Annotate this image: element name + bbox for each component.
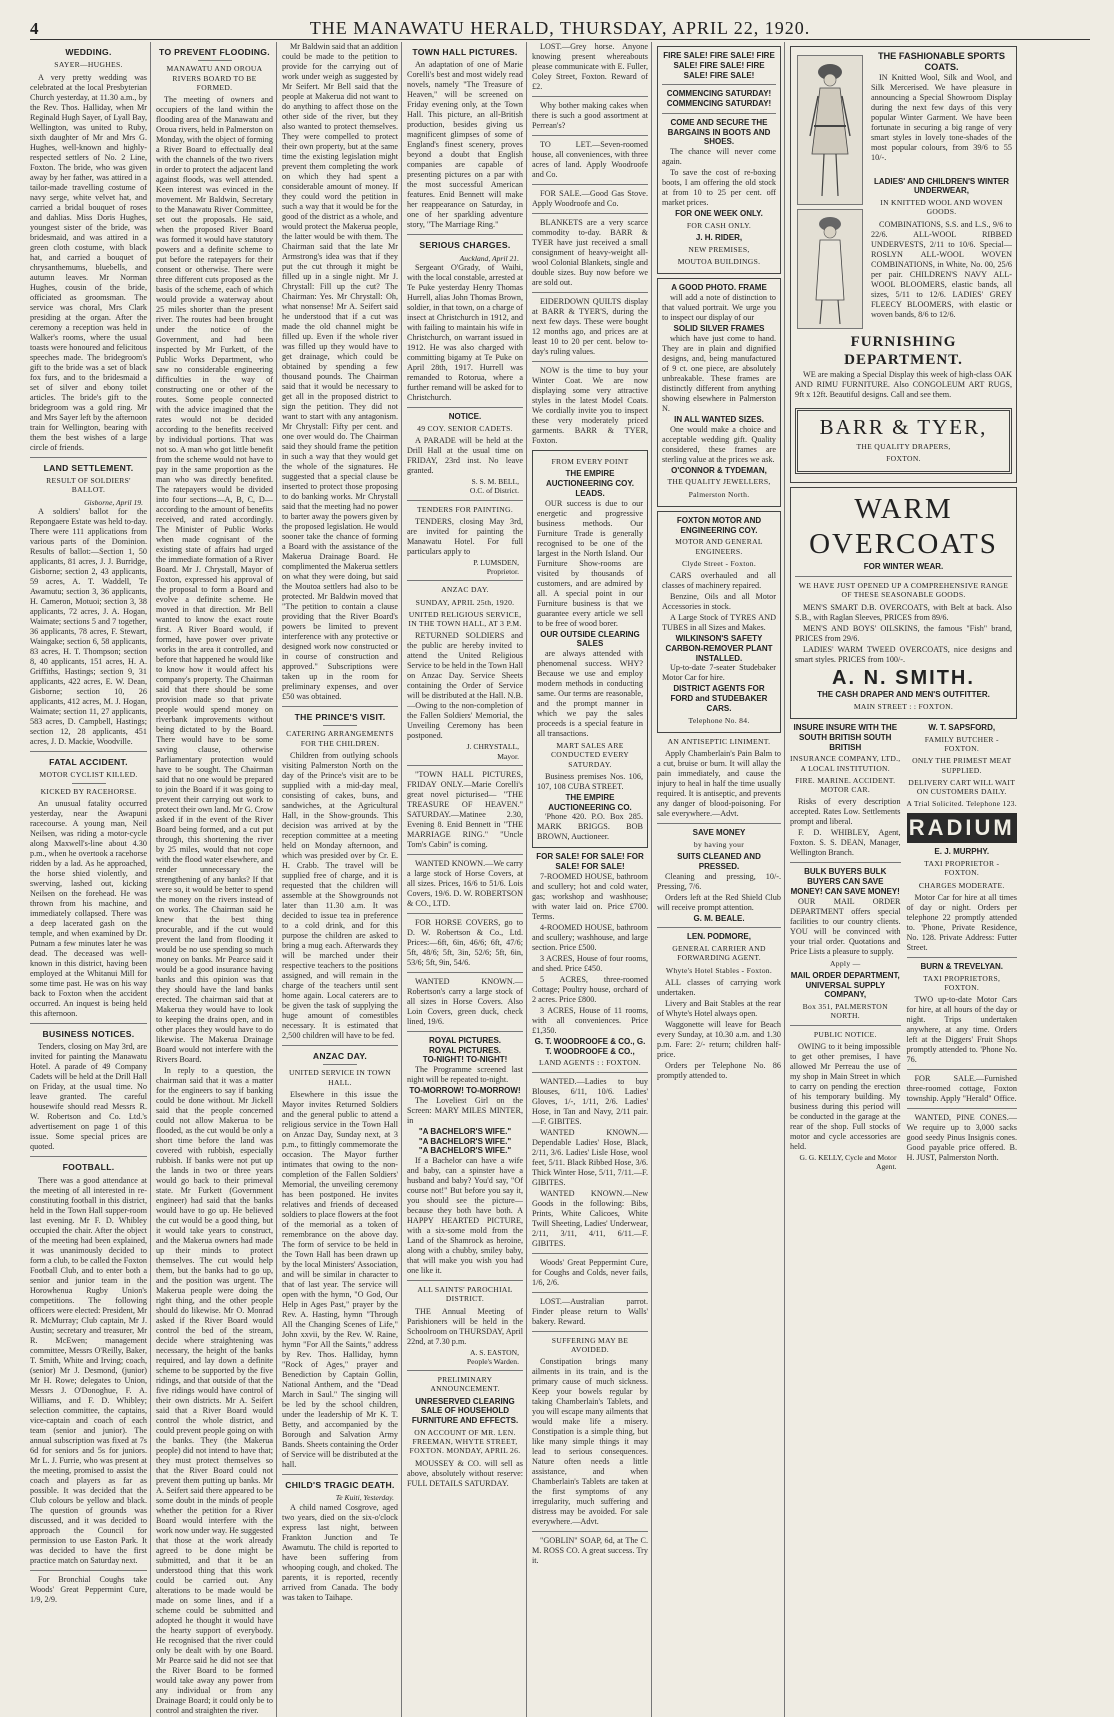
- clearing-text: are always attended with phenomenal success. WHY? Because we use and employ modern methods in conducting same. Our terms are reasonable, and the prompt manner in which we pay the sales proceeds is a special feature in all transactions.: [537, 649, 643, 738]
- bachelor-title-2: "A BACHELOR'S WIFE.": [418, 1136, 512, 1146]
- land-subheading: RESULT OF SOLDIERS' BALLOT.: [46, 476, 131, 495]
- business-article: Tenders, closing on May 3rd, are invited for painting the Manawatu Hotel. A parade of 49 Company Cadets will be held at the Drill Hall on Friday, at the usual time. No leave granted. The careful housewife should read Messrs R. W. Robertson and Co. Ltd.'s advertisement on page 1 of this issue. Some special prices are quoted.: [30, 1042, 147, 1152]
- burn-name: BURN & TREVELYAN.: [920, 961, 1004, 971]
- opened-text: WE HAVE JUST OPENED UP A COMPREHENSIVE RANGE OF THESE SEASONABLE GOODS.: [798, 581, 1009, 600]
- suffering-heading: SUFFERING MAY BE AVOIDED.: [551, 1335, 629, 1354]
- notice-signature: S. S. M. BELL,: [471, 477, 519, 487]
- column-6: [657, 42, 785, 1717]
- two-cars-text: TWO up-to-date Motor Cars for hire, at all hours of the day or night. Trips undertaken anywhere, at any time. Orders left at the Diggers' Fruit Shops promptly attended to. 'Phone No. 76.: [906, 995, 1017, 1065]
- unreserved-text: ON ACCOUNT OF MR. LEN. FREEMAN, WHYTE STREET, FOXTON. MONDAY, APRIL 26.: [409, 1427, 521, 1456]
- foxton-motor-box: [657, 511, 781, 733]
- land-agents: LAND AGENTS : : FOXTON.: [539, 1058, 641, 1068]
- save-text: To save the cost of re-boxing boots, I am offering the old stock at from 10 to 25 per cent. off market prices.: [662, 168, 776, 207]
- photo-frame-box: [657, 278, 781, 507]
- column-2: [156, 42, 277, 1717]
- wilkinson-text: WILKINSON'S SAFETY CARBON-REMOVER PLANT INSTALLED.: [665, 634, 773, 663]
- masthead: [30, 18, 1090, 40]
- one-week: FOR ONE WEEK ONLY.: [675, 209, 763, 218]
- clearing-heading: OUR OUTSIDE CLEARING SALES: [540, 629, 640, 649]
- taxi-text: TAXI PROPRIETOR - FOXTON.: [924, 859, 1000, 878]
- antiseptic-heading: AN ANTISEPTIC LINIMENT.: [667, 736, 771, 746]
- anzac-heading: ANZAC DAY.: [312, 1050, 368, 1061]
- lost-ad: LOST.—Grey horse. Anyone knowing present whereabouts please communicate with E. Fuller, Coley Street, Foxton. Reward of £2.: [532, 42, 648, 91]
- to-let-ad: TO LET.—Seven-roomed house, all conveniences, with three acres of land. Apply Woodroofe and Co.: [532, 140, 648, 179]
- overcoats-heading: OVERCOATS: [809, 528, 998, 561]
- house-1: 7-ROOMED HOUSE, bathroom and scullery; hot and cold water, gas; workshop and washhouse; with water laid on. Price £700. Terms.: [532, 871, 648, 921]
- rider-premises: NEW PREMISES,: [688, 244, 750, 254]
- furnishing-heading: FURNISHING DEPARTMENT.: [844, 334, 963, 369]
- silver-text: which have just come to hand. They are in plain and dignified designs, and, being manufactured of 9 ct. one piece, are absolutely unbreakable. These frames are distinctly different from anything showing elsewhere in Palmerston N.: [662, 333, 776, 413]
- mart-heading: MART SALES ARE CONDUCTED EVERY SATURDAY.: [550, 741, 630, 769]
- mail-order-dept: MAIL ORDER DEPARTMENT, UNIVERSAL SUPPLY COMPANY,: [790, 970, 900, 1000]
- clyde-street: Clyde Street - Foxton.: [681, 558, 757, 568]
- business-heading: BUSINESS NOTICES.: [42, 1028, 135, 1039]
- charges-text: CHARGES MODERATE.: [918, 880, 1005, 890]
- fire-sale-box: [657, 46, 781, 274]
- butcher-text: FAMILY BUTCHER - FOXTON.: [924, 734, 999, 754]
- carrier-text: GENERAL CARRIER AND FORWARDING AGENT.: [672, 944, 766, 963]
- photo-frame-text: will add a note of distinction to that valued portrait. We urge you to inspect our display of our: [662, 293, 776, 322]
- underwear-heading: LADIES' AND CHILDREN'S WINTER UNDERWEAR,: [873, 176, 1010, 196]
- column-4: [407, 42, 527, 1717]
- motor-hire-text: Motor Car for hire at all times of day or night. Orders per telephone 22 promptly attended to. 'Phone, Private Residence, No. 128. Private Address: Futter Street.: [906, 892, 1017, 952]
- public-notice-heading: PUBLIC NOTICE.: [813, 1029, 877, 1039]
- fatal-subheading-2: KICKED BY RACEHORSE.: [40, 786, 137, 796]
- column-1: [30, 42, 151, 1717]
- fatal-subheading-1: MOTOR CYCLIST KILLED.: [39, 770, 138, 780]
- for-sale-banner: FOR SALE! FOR SALE! FOR SALE! FOR SALE!: [536, 852, 644, 871]
- flood-subheading: MANAWATU AND OROUA RIVERS BOARD TO BE FORMED.: [166, 64, 263, 92]
- lost-parrot: LOST.—Australian parrot. Finder please return to Walls' bakery. Reward.: [532, 1296, 648, 1326]
- serious-dateline: Auckland, April 21.: [459, 253, 519, 263]
- woman-coat-figure: [797, 55, 863, 205]
- for-sale-ad: FOR SALE.—Good Gas Stove. Apply Woodroofe and Co.: [532, 189, 648, 208]
- wanted-3: WANTED KNOWN.—New Goods in the following: Bibs, Prints, White Calicoes, White Twill Sheeting, Ladies' Underwear, 2/11, 3/11, 4/11, 6/11.—F. GIBITES.: [532, 1188, 648, 1248]
- football-heading: FOOTBALL.: [62, 1162, 115, 1173]
- notice-text: A PARADE will be held at the Drill Hall at the usual time on FRIDAY, 23rd inst. No leave granted.: [407, 436, 523, 476]
- wanted-sizes: IN ALL WANTED SIZES.: [674, 414, 764, 424]
- sizes-text: One would make a choice and acceptable wedding gift. Quality considered, these frames are sterling value at the prices we ask.: [662, 424, 776, 464]
- rider-name: J. H. RIDER,: [695, 233, 743, 242]
- warm-heading: WARM: [854, 492, 953, 525]
- orders-phone: Orders per Telephone No. 86 promptly attended to.: [657, 1060, 781, 1080]
- fashion-illustration: [795, 51, 865, 333]
- column-7: [790, 42, 1020, 1717]
- mail-order-text: OUR MAIL ORDER DEPARTMENT offers special facilities to our country clients. YOU will be convinced with your trial order. Quotations and Price Lists a pleasure to supply.: [790, 896, 901, 956]
- wedding-heading: WEDDING.: [65, 47, 112, 57]
- suits-cleaned: SUITS CLEANED AND PRESSED.: [677, 852, 761, 871]
- lower-right-ads: [907, 723, 1018, 1171]
- royal-text-2: The Loveliest Girl on the Screen: MARY MILES MINTER, in: [407, 1095, 523, 1125]
- district-agents: DISTRICT AGENTS FOR FORD and STUDEBAKER CARS.: [670, 684, 768, 713]
- fatal-heading: FATAL ACCIDENT.: [49, 756, 128, 767]
- rider-buildings: MOUTOA BUILDINGS.: [677, 257, 761, 266]
- come-secure: COME AND SECURE THE BARGAINS IN BOOTS AND SHOES.: [667, 117, 771, 147]
- moussey-text: MOUSSEY & CO. will sell as above, absolutely without reserve: FULL DETAILS SATURDAY.: [407, 1458, 523, 1488]
- empire-auction-box: [532, 450, 648, 848]
- wanted-2: WANTED KNOWN.—Dependable Ladies' Hose, Black, 2/11, 3/6. Ladies' Lisle Hose, wool feet, 5/11. Black Ribbed Hose, 3/6. Thick Winter Hose, 5/11, 7/11.—F. GIBITES.: [532, 1127, 648, 1187]
- mens-overcoats: MEN'S SMART D.B. OVERCOATS, with Belt at back. Also S.B., with Raglan Sleeves, PRICES from 89/6.: [795, 602, 1012, 622]
- preliminary-heading: PRELIMINARY ANNOUNCEMENT.: [430, 1375, 500, 1394]
- page-number: 4: [30, 19, 39, 38]
- bulk-buyers: BULK BUYERS BULK BUYERS CAN SAVE MONEY! CAN SAVE MONEY!: [790, 867, 900, 896]
- anzac-notice-heading: ANZAC DAY.: [441, 585, 489, 595]
- radium-logo: RADIUM: [907, 813, 1018, 844]
- child-heading: CHILD'S TRAGIC DEATH.: [285, 1479, 395, 1490]
- anzac-notice-text: RETURNED SOLDIERS and the public are hereby invited to attend the United Religious Service to be held in the Town Hall on Anzac Day. Service Sheets containing the Order of Service will be distributed at the Hall. N.B.—Owing to the non-completion of the Fallen Soldiers' Memorial, the Unveiling Ceremony has been postponed.: [407, 631, 523, 741]
- main-street: MAIN STREET : : FOXTON.: [853, 701, 954, 711]
- column-3: [282, 42, 402, 1717]
- empire-company: THE EMPIRE AUCTIONEERING CO.: [548, 792, 632, 812]
- silver-frames: SOLID SILVER FRAMES: [673, 324, 765, 333]
- cleaning-prices: Cleaning and pressing, 10/-. Pressing, 7/6.: [657, 871, 781, 891]
- wanted-ad-2: WANTED KNOWN.—Robertson's carry a large stock of all sizes in Horse Covers. Also Loin Covers, green duck, check lined, 19/6.: [407, 976, 523, 1026]
- acres-1: 3 ACRES, House of four rooms, and shed. Price £450.: [532, 953, 648, 973]
- newspaper-page: [30, 42, 1090, 1716]
- smith-name: A. N. SMITH.: [832, 666, 975, 689]
- barr-tyer-town: FOXTON.: [886, 454, 921, 464]
- stables-text: Whyte's Hotel Stables - Foxton.: [665, 965, 773, 975]
- winter-coat-ad: NOW is the time to buy your Winter Coat. We are now displaying some very attractive styles in the latest Model Coats. We cordially invite you to inspect these very moderately priced garments. BARR & TYER, Foxton.: [532, 366, 648, 445]
- sports-coats-text: IN Knitted Wool, Silk and Wool, and Silk Mercerised. We have pleasure in announcing a Special Showroom Display during the next few days of this very popular Winter Garment. We have been fortunate in securing a big range of very smart styles in lovely tone-shades of the most popular colours, from 39/6 to 55 10/-.: [871, 73, 1012, 163]
- wedding-subheading: SAYER—HUGHES.: [54, 60, 123, 70]
- cakes-ad: Why bother making cakes when there is such a good assortment at Perrean's?: [532, 101, 648, 130]
- podmore-name: LEN. PODMORE,: [686, 932, 751, 942]
- town-hall-ad: "TOWN HALL PICTURES, FRIDAY ONLY.—Marie Corelli's great novel picturised— "THE TREASURE OF HEAVEN." SATURDAY.—Matinee 2.30, Evening 8. Enid Bennett in "THE MARRIAGE RING." "Uncle Tom's Cabin" is coming.: [407, 769, 523, 849]
- oilskins: MEN'S AND BOYS' OILSKINS, the famous "Fish" brand, PRICES from 29/6.: [795, 623, 1012, 643]
- insure-heading: INSURE INSURE WITH THE SOUTH BRITISH SOUTH BRITISH: [793, 723, 898, 752]
- wanted-1: WANTED.—Ladies to buy Blouses, 6/11, 10/6. Ladies' Gloves, 1/-, 1/11, 2/6. Ladies' Hose, in Tan and Navy, 2/11 pair.—F. GIBITES.: [532, 1076, 648, 1126]
- carrying-text: ALL classes of carrying work undertaken.: [657, 977, 781, 997]
- livery-text: Livery and Bait Stables at the rear of Whyte's Hotel always open.: [657, 998, 781, 1018]
- royal-heading-1: ROYAL PICTURES.: [428, 1035, 501, 1045]
- notice-signature-title: O.C. of District.: [469, 486, 519, 496]
- photo-frame-heading: A GOOD PHOTO. FRAME: [671, 283, 767, 293]
- tonight-banner: TO-NIGHT! TO-NIGHT!: [422, 1055, 508, 1065]
- palmerston: Palmerston North.: [688, 489, 750, 499]
- blankets-ad: BLANKETS are a very scarce commodity to-day. BARR & TYER have just received a small consignment of heavy-weight all-wool Colonial Blankets, single and double sizes. Buy now before we are sold out.: [532, 218, 648, 287]
- foxton-motor-heading: FOXTON MOTOR AND ENGINEERING COY.: [676, 515, 762, 535]
- underwear-text: COMBINATIONS, S.S. and L.S., 9/6 to 22/6. ALL-WOOL RIBBED UNDERVESTS, 2/11 to 10/6. Special—ROSLYN ALL-WOOL WOVEN COMBINATIONS, in White, No. 00, 25/6 per pair. CHILDREN'S NAVY ALL-WOOL BLOOMERS, elastic bands, all sizes, 5/11 to 12/6. LADIES' GREY FLEECY BLOOMERS, with elastic or woven bands, 8/6 to 12/6.: [871, 219, 1012, 319]
- acres-2: 5 ACRES, three-roomed Cottage; Poultry house, orchard of 2 acres. Price £800.: [532, 974, 648, 1004]
- town-hall-heading: TOWN HALL PICTURES.: [412, 47, 518, 57]
- anzac-notice-signature-title: Mayor.: [497, 751, 519, 761]
- cough-ad: For Bronchial Coughs take Woods' Great Peppermint Cure, 1/9, 2/9.: [30, 1574, 147, 1604]
- all-saints-signature: A. S. EASTON,: [469, 1347, 519, 1357]
- insurance-risks: Risks of every description accepted. Rates Low. Settlements prompt and liberal.: [790, 797, 901, 827]
- serious-article: Sergeant O'Grady, of Waihi, with the local constable, arrested at Te Puke yesterday Henry Thomas Hurrell, alias John Thomas Brown, soldier, in that town, on a charge of insect at Christchurch in 1912, and with failing to maintain his wife in Christchurch, on warrant issued in 1912. He was also charged with committing bigamy at Te Puke on April 28th, 1917. Hurrell was remanded to Rotorua, where a further remand will be asked for to Christchurch.: [407, 263, 523, 403]
- suffering-text: Constipation brings many ailments in its train, and is the primary cause of much sickness. Keep your bowels regular by taking Chamberlain's Tablets, and you will escape many ailments that would make life a misery. Constipation is a simple thing, but like many simple things it may lead to serious consequences. Nature often needs a little assistance, and when Chamberlain's Tablets are taken at the first symptoms of any irregularity, much suffering and distress may be avoided. For sale everywhere.—Advt.: [532, 1357, 648, 1526]
- public-notice-text: OWING to it being impossible to get other premises, I have allowed Mr Perreau the use of my shop in Main Street in which to carry on pending the erection of his temporary building. My business during this period will be conducted in the garage at the rear of the shop. Full stocks of motor and cycle accessories are held.: [790, 1041, 901, 1151]
- tenders-signature: P. LUMSDEN,: [473, 557, 519, 567]
- wanted-pine-cones: WANTED, PINE CONES.—We require up to 3,000 sacks good seedy Pinus Insignis cones. Good payable price offered. B. H. JUST, Palmerston North.: [906, 1113, 1017, 1163]
- lower-ads: [790, 723, 1017, 1171]
- trial-text: A Trial Solicited. Telephone 123.: [906, 799, 1017, 809]
- sports-coats-heading: THE FASHIONABLE SPORTS COATS.: [877, 51, 1006, 73]
- tenders-heading: TENDERS FOR PAINTING.: [416, 504, 514, 514]
- studebaker-text: Up-to-date 7-seater Studebaker Motor Car for hire.: [662, 663, 776, 683]
- anzac-notice-signature: J. CHRYSTALL,: [466, 742, 519, 752]
- sapsford-name: W. T. SAPSFORD,: [928, 723, 996, 733]
- land-dateline: Gisborne, April 19.: [84, 497, 143, 507]
- overcoats-ad: [790, 487, 1017, 719]
- insurance-company: INSURANCE COMPANY, LTD., A LOCAL INSTITUTION.: [790, 754, 901, 773]
- royal-heading-2: ROYAL PICTURES.: [428, 1045, 501, 1055]
- flood-article-cont-2: Mr Baldwin said that an addition could be made to the petition to provide for the carrying out of work under weigh as suggested by Mr Seifert. Mr Bell said that the people at Makerua did not want to do anything to affect those on the other side of the river, but they also wanted to protect themselves. They were compelled to protect their own property, but at the same time the existing legislation might prevent them completing the work on which they had spent a considerable amount of money. If they could word the petition in such a way that it would be for the good of the district as a whole, and would protect the Makerua people, the latter would be with them. The Chairman said that the late Mr Armstrong's idea was that if they put the cut through it might be filled up in a single night. Mr J. Chrystall: Fill up the cut? The Chairman: Yes. Mr Chrystall: Oh, what nonsense! Mr A. Seifert said he understood that if a cut was made the old channel might be filled up. Even if the whole river was filled up they would have to get drainage, which could be obtained by spending a few thousand pounds. The Chairman said that it would be necessary to get all in the proposed district to sign the petition. They did not want to start with any antagonism. Mr Chrystall: Fifty per cent. and one over would do. The Chairman said they should frame the petition in such a way that they would get the whole of the signatures. He suggested that a special clause be inserted to protect those proposing to do banking works. Mr Chrystall said that the meeting had no power to barter away the powers given by the proposed legislation. He would sooner take the chance of forming a Board with the assistance of the Makerua Drainage Board. He complimented the Makerua settlers on what they were doing, but said the Moutoa settlers had also to be protected. Mr Baldwin moved that "The petition to contain a clause providing that the River Board's powers be limited to prevent interference with any protective or designed work now constructed or in course of construction and approved." Subscriptions were taken up in the room for preliminary expenses, and over £50 was obtained.: [282, 42, 399, 701]
- empire-heading-1: FROM EVERY POINT: [551, 457, 629, 466]
- notice-heading: NOTICE.: [448, 412, 482, 422]
- empire-phone: 'Phone 420. P.O. Box 285. MARK BRIGGS. BOB BROWN, Auctioneer.: [537, 812, 643, 842]
- goblin-ad: "GOBLIN" SOAP, 6d, at The C. M. ROSS CO. A great success. Try it.: [532, 1536, 648, 1565]
- prince-heading: THE PRINCE'S VISIT.: [294, 712, 386, 722]
- mart-text: Business premises Nos. 106, 107, 108 CUBA STREET.: [537, 771, 643, 791]
- apply-label: Apply —: [829, 958, 861, 968]
- football-article: There was a good attendance at the meeting of all interested in re-constituting football in this district, held in the Town Hall supper-room last evening. Mr F. D. Whibley occupied the chair. After the object of the meeting had been explained, it was unanimously decided to form a club, to be called the Foxton Football Club, and to enter both a senior and junior team in the Horowhenua Rugby Union's competitions. The following officers were elected: President, Mr R. McMurray; Club captain, Mr J. Austin; secretary and treasurer, Mr R. McEwen; management committee, Messrs O'Reilly, Baker, T. Smith, White and Irving; coach, (senior) Mr J. Desmond, (junior) Mr H. Rowe; delegates to Union, Messrs J. O'Donoghue, F. A. Williams, and F. D. Whibley; selection committee, the captains, vice-captain and coach of each team (senior and junior). The annual subscription was fixed at 7s 6d for seniors and 5s for juniors. Mr L. J. Furrie, who was present at the meeting, promised to assist the coach and players as far as possible. It was decided that the Club colours be yellow and black. The question of grounds was discussed, and it was decided to approach the Council for permission to use Easton Park. It was decided to have the first practice match on Saturday next.: [30, 1175, 147, 1565]
- delivery-text: DELIVERY CART WILL WAIT ON CUSTOMERS DAILY.: [908, 777, 1016, 797]
- chance-text: The chance will never come again.: [662, 147, 776, 166]
- winter-wear: FOR WINTER WEAR.: [863, 562, 944, 572]
- barr-tyer-name: BARR & TYER,: [819, 414, 988, 439]
- anzac-article: Elsewhere in this issue the Mayor invites Returned Soldiers and the general public to attend a religious service in the Town Hall on Anzac Day, Sunday next, at 3 p.m., to fittingly commemorate the occasion. The Mayor further intimates that owing to the non-completion of the Fallen Soldiers' Memorial, the unveiling ceremony has been postponed. He invites relatives and friends of deceased soldiers to place flowers at the foot of the memorial as a token of remembrance on the above day. The form of service to be held in the Town Hall has been drawn up by the local Ministers' Association, and will be similar in character to that of last year. The service will open with the hymn, "O God, Our Help in Ages Past," prayer by the Rev. A. Hasting, hymn "Through All the Changing Scenes of Life," John xxvii, by the Rev. W. Raine, hymn "For All the Saints," address by Rev. Thos. Halliday, hymn "Rock of Ages," prayer and Benediction by Captain Gollin, National Anthem, and the "Dead March in Saul." The singing will be led by the school children, under the leadership of Mr K. T. Betty, and accompanied by the Borough and Salvation Army Bands. Sheets containing the Order of Service will be distributed at the hall.: [282, 1089, 398, 1469]
- barr-tyer-logo-box: [795, 408, 1012, 474]
- empire-text: OUR success is due to our energetic and progressive business methods. Our Furniture Trade is generally recognised to be one of the largest in the North Island. Our Furniture Show-rooms are visited by thousands of customers, and are admired by all. A special point in our Furniture business is that we guarantee every article we sell to be free of wood borer.: [537, 498, 643, 628]
- tyres-text: A Large Stock of TYRES AND TUBES in all Sizes and Makes.: [662, 613, 776, 632]
- serious-heading: SERIOUS CHARGES.: [419, 240, 511, 251]
- underwear-subheading: IN KNITTED WOOL AND WOVEN GOODS.: [880, 198, 1003, 217]
- wanted-ad-1: WANTED KNOWN.—We carry a large stock of Horse Covers, at all sizes. Prices, 16/6 to 51/6. Lois Covers, 19/6. D. W. ROBERTSON & CO., LTD.: [407, 858, 523, 908]
- house-2: 4-ROOMED HOUSE, bathroom and scullery; washhouse, and large section. Price £500.: [532, 922, 648, 952]
- commencing-banner: COMMENCING SATURDAY! COMMENCING SATURDAY!: [666, 89, 772, 108]
- column-5: [532, 42, 652, 1717]
- jewellers: THE QUALITY JEWELLERS,: [667, 477, 771, 487]
- anzac-subheading: UNITED SERVICE IN TOWN HALL.: [288, 1068, 392, 1087]
- prince-article: Children from outlying schools visiting Palmerston North on the day of the Prince's visit are to be supplied with a mid-day meal, consisting of cakes, buns, and sandwiches, at the Agricultural Hall, in the Show-grounds. This decision was arrived at by the reception committee at a meeting held on Monday afternoon, and which was presided over by Cr. E. H. Crabb. The travel will be supplied free of charge, and it is requested that the children will assemble at the Showgrounds not later than 11.30 a.m. It was decided to issue tea in preference to a cold drink, and for this purpose the children are asked to bring a mug each. Afterwards they will be marched under their respective teachers to the positions assigned, and will remain in the charge of the teachers until sent home again. Local caterers are to be given the task of supplying the huge amount of comestibles necessary. It is estimated that 2,500 children will have to be fed.: [282, 750, 398, 1040]
- for-sale-furnished: FOR SALE.—Furnished three-roomed cottage, Foxton township. Apply "Herald" Office.: [906, 1074, 1017, 1104]
- motor-subheading: MOTOR AND GENERAL ENGINEERS.: [675, 537, 763, 556]
- all-saints-text: THE Annual Meeting of Parishioners will be held in the Schoolroom on THURSDAY, April 22nd, at 7.30 p.m.: [407, 1306, 523, 1346]
- fatal-article: An unusual fatality occurred yesterday, near the Awapuni racecourse. A young man, Neil Neilsen, was riding a motor-cycle along Maxwell's-line about 4.30 p.m., when he overtook a racehorse ridden by a lad. As he approached, the horse shied violently, and swerving, lashed out, kicking Neilsen on the forehead. He was thrown from his machine, and immediately collapsed. There was a deep lacerated gash on the temple, and when examined by Dr. Putnam a few minutes later he was dead. The deceased was well-known in this district, having been employed at the Whitanui Mill for some time past. He was on his way back to Foxton when the accident occurred. An inquest is being held this afternoon.: [30, 798, 147, 1018]
- flood-article-cont: In reply to a question, the chairman said that it was a matter for the engineers to say if banking could be done without. Mr Jickell said that the people concerned could not allow Makerua to be flooded, as the cut would be only a short time before the land was covered with rubbish, especially rubbish. If banks were not put up the lands in two or three years would go back to their primeval state. Mr Furkett (Government engineer) had said that the banks would have to go up. He believed the cut would be a good thing, but it would take years to construct, and the Makerua owners had made up their minds to protect themselves. The cut would help them, but the banks had to go up, and the position was urgent. The Makerua people were doing the right thing, and the other people should do likewise. Mr O. Monrad asked if the River Board would control the bed of the stream, decide where straightening was necessary, the height of the banks required, and lay down a definite scheme to be supported by the five ridings, and that outside of that the five ridings would have control of their own districts. Mr A. Seifert said that a River Board would control the whole district, and could prevent people going on with the banks. They (the Makerua people) did not intend to have that; they must protect themselves so that the River Board could not prevent them putting up banks. Mr A. Seifert said there appeared to be some doubt in the minds of people whether the petition for a River Board would interfere with the work now under way. He suggested that those at the work already agreed to be done might be submitted, and that it be an understood thing that this work could be carried out. Any alterations to be made would be made on some lines, and if a scheme could be submitted and adopted he thought it would have the hearty support of everybody. He recognised that the river could only be dealt with by one Board. Mr Pearce said he did not see that the River Board to be formed would take away any power from any individual or from any Drainage Board; it could only be to control and straighten the river.: [156, 1066, 273, 1716]
- waggonette-text: Waggonette will leave for Beach every Sunday, at 10.30 a.m. and 1.30 p.m. Fare: 2/- return; children half-price.: [657, 1019, 781, 1059]
- anzac-notice-date: SUNDAY, APRIL 25th, 1920.: [415, 597, 515, 607]
- tenders-signature-title: Proprietor.: [486, 567, 519, 577]
- royal-text-3: If a Bachelor can have a wife and baby, can a spinster have a husband and baby? You'd say, "Of course not!" But before you say it, you should see the picture—because they both have both. A HAPPY HEARTED PICTURE, with a six-some mold from the Land of the Shamrock as heroine, along with a chubby, smiley baby, that will make you wish you had one like it.: [407, 1156, 523, 1276]
- primest-text: ONLY THE PRIMEST MEAT SUPPLIED.: [912, 756, 1012, 775]
- murphy-name: E. J. MURPHY.: [934, 847, 990, 857]
- tenders-text: TENDERS, closing May 3rd, are invited for painting the Manawatu Hotel. For full particulars apply to: [407, 516, 523, 556]
- by-having: by having your: [693, 839, 745, 849]
- furnishing-text: WE are making a Special Display this week of high-class OAK AND RIMU FURNITURE. Also CONGOLEUM ART RUGS, 9ft x 12ft. Beautiful designs. Call and see them.: [795, 369, 1012, 399]
- child-dateline: Te Kuiti, Yesterday.: [335, 1493, 394, 1503]
- unreserved-heading: UNRESERVED CLEARING SALE OF HOUSEHOLD FURNITURE AND EFFECTS.: [411, 1396, 519, 1426]
- acres-3: 3 ACRES, House of 11 rooms, with all conveniences. Price £1,350.: [532, 1005, 648, 1035]
- taxi-2-text: TAXI PROPRIETORS, FOXTON.: [923, 973, 1001, 992]
- newspaper-title: THE MANAWATU HERALD, THURSDAY, APRIL 22, 1920.: [309, 18, 811, 38]
- flood-article: The meeting of owners and occupiers of the land within the flooding area of the Manawatu and Oroua rivers, held in Palmerston on Monday, with the object of forming a River Board to effectually deal with the channels of the two rivers in order to protect the adjacent land against floods, was well attended. Keen interest was evinced in the movement. Mr Baldwin, Secretary to the Manawatu River Committee, set out the proposals. He said, when the proposed River Board was formed it would have statutory powers and a definite scheme to put before the ratepayers for their consent or otherwise. There were three different cuts proposed as the basis of the scheme, each of which would provide a waterway about 25 miles shorter than the present river. The routes had been brought under the notice of the Government, and had been inspected by Mr Furkett, of the Public Works Department, who saw no considerable engineering difficulties in the way of constructing one or other of the routes. Some people connected with the advice imagined that the rates would not be decided according to the benefits received by individual portions. That was not so. A man who got little benefit from the scheme would not have to pay in the same proportion as the man who was directly benefited. The ratepayers would be divided into four sections—A, B, C, D—according to the amount of benefits received, and rated accordingly. The Minister of Public Works when made cognisant of the existing state of affairs had urged the immediate formation of a River Board. Mr J. Chrystall, Mayor of Foxton, expressed his approval of the proposal to form a Board and evolve a definite scheme. He moved in that direction. Mr Bell wanted to know the exact route first. A River Board would, if formed, have power over private works in the area it controlled, and before that happened he would like to know how it would affect his company's property. The Chairman said that there should be some provision made so that private people would spend money on riverbank improvements without being dictated to by the Board. There would have to be some saving clause, otherwise Parliamentary protection would have to be sought. The Chairman said that no one would be prepared to join the Board if it was going to prevent their carrying out work to protect their own land. Mr G. Crow asked if in the event of the River Board being formed, and a cut put through, this shortening the river by 25 miles, would that not cope with the flood water elsewhere, and render unnecessary the strengthening of any banks? If that were so, it would be better to spend the money on the rivers instead of on works. The Chairman said he knew that the best thing procurable, and if the cut would prevent the land from flooding it would be no use spending so much money on banks. Mr Pearce said it would be a good insurance having banks and this opinion was that they should have the land banks erected. The chairman said that at Makerua they would have to look to keeping the drains open, and in other places they would have to do likewise. The Makerua Drainage Board would not interfere with the Rivers Board.: [156, 95, 273, 1065]
- lower-left-ads: [790, 723, 901, 1171]
- benzine-text: Benzine, Oils and all Motor Accessories in stock.: [662, 592, 776, 611]
- furnishing-section: [795, 333, 1012, 478]
- fire-sale-banner: FIRE SALE! FIRE SALE! FIRE SALE! FIRE SALE! FIRE SALE! FIRE SALE!: [663, 51, 775, 80]
- anzac-notice-subheading: UNITED RELIGIOUS SERVICE, IN THE TOWN HALL, AT 3 P.M.: [408, 609, 522, 629]
- land-heading: LAND SETTLEMENT.: [43, 462, 134, 473]
- wedding-article: A very pretty wedding was celebrated at the local Presbyterian Church yesterday, at 11.30 a.m., by the Rev. Thos. Halliday, when Mr Reginald Hugh Sayer, of Lyall Bay, Wellington, was united to Ruby, sixth daughter of Mr and Mrs G. Hughes, well-known and highly-respected settlers of No. 2 Line, Foxton. The bride, who was given away by her father, was attired in a tailor-made travelling costume of navy serge, white velvet hat, and carried a bridal bouquet of roses and dahlias. Miss Doris Hughes, youngest sister of the bride, was bridesmaid, and was attired in a green cloth costume, with black hat, and carried a bouquet of chrysanthemums, bluebells, and autumn leaves. Mr Norman Hughes, cousin of the bride, officiated as groomsman. The service was choral, Mrs Clark presiding at the organ. After the ceremony a reception was held in Walker's rooms, where the usual toasts were honoured and felicitous speeches made. The bridegroom's gift to the bride was a set of black fox furs, and to the bridesmaid a set of silver and ebony toilet articles. The bride's gift to the bridegroom was a gold ring. Mr and Mrs Sayer left by the afternoon train for Wellington, bearing with them the best wishes of a large circle of friends.: [30, 72, 147, 452]
- notice-subheading: 49 COY. SENIOR CADETS.: [417, 423, 513, 433]
- insurance-agents: F. D. WHIBLEY, Agent, Foxton. S. S. DEAN, Manager, Wellington Branch.: [790, 828, 901, 858]
- quality-drapers: THE QUALITY DRAPERS,: [856, 442, 951, 452]
- cars-text: CARS overhauled and all classes of machinery repaired.: [662, 571, 776, 590]
- barr-tyer-ad: [790, 46, 1017, 483]
- prince-subheading: CATERING ARRANGEMENTS FOR THE CHILDREN.: [286, 729, 394, 748]
- woman-underwear-figure: [797, 209, 863, 329]
- beale-name: G. M. BEALE.: [693, 913, 745, 923]
- cash-draper: THE CASH DRAPER AND MEN'S OUTFITTER.: [817, 690, 990, 700]
- cash-only: FOR CASH ONLY.: [686, 220, 752, 230]
- kelly-signature: G. G. KELLY, Cycle and Motor Agent.: [799, 1152, 897, 1172]
- save-money-heading: SAVE MONEY: [692, 828, 746, 837]
- woodroofe-name: G. T. WOODROOFE & CO., G. T. WOODROOFE & CO.,: [534, 1036, 646, 1056]
- all-saints-heading: ALL SAINTS' PAROCHIAL DISTRICT.: [417, 1285, 513, 1304]
- town-hall-article: An adaptation of one of Marie Corelli's best and most widely read novels, namely "The Treasure of Heaven," will be screened on Friday evening only, at the Town Hall. This picture, an all-British production, besides giving us magnificent glimpses of some of England's finest scenery, proves beyond a doubt that English companies are capable of presenting pictures on a par with the most successful American features. Enid Bennett will make her reappearance on Saturday, in one of her sparkling adventure story, "The Marriage Ring.": [407, 60, 523, 230]
- bachelor-title-3: "A BACHELOR'S WIFE.": [418, 1146, 512, 1156]
- underwear-section: [871, 177, 1012, 333]
- eiderdown-ad: EIDERDOWN QUILTS display at BARR & TYER'S, during the next few days. These were bought 12 months ago, and prices are at least 10 to 20 per cent. below to-day's ruling values.: [532, 297, 648, 356]
- oconnor-name: O'CONNOR & TYDEMAN,: [671, 465, 767, 475]
- horse-covers-ad: FOR HORSE COVERS, go to D. W. Robertson & Co., Ltd. Prices:—6ft, 6in, 46/6; 6ft, 47/6; 5ft, 48/6; 5ft, 3in, 52/6; 5ft, 6in, 53/6; 5ft, 9in, 54/6.: [407, 917, 523, 967]
- bachelor-title-1: "A BACHELOR'S WIFE.": [418, 1126, 512, 1136]
- empire-heading-2: THE EMPIRE AUCTIONEERING COY. LEADS.: [545, 469, 634, 498]
- tomorrow-banner: TO-MORROW! TO-MORROW!: [409, 1086, 521, 1096]
- land-article: A soldiers' ballot for the Repongaere Estate was held to-day. There were 111 applications from various parts of the Dominion. Results of ballot:—Section 1, 50 applicants, 81 acres, J. J. Burridge, Gisborne; section 2, 43 applicants, 59 acres, A. T. Waddell, Te Awamutu; section 3, 36 applicants, H. Cameron, Motuoi; section 3, 38 applicants, 72 acres, J. A. Hogan, Waimate; sections 5 and 7 together, 36 applicants, 78 acres, F. Stewart, Waingake; section 6, 58 applicants, 83 acres, H. T. Thompson; section 8, 40 applicants, 151 acres, H. A. Griffiths, Hastings; section 9, 31 applicants, 422 acres, E. W. Dean, Gisborne; section 10, 26 applicants, 412 acres, M. J. Hogan, Waimate; section 11, 27 applicants, 583 acres, D. Campbell, Hastings; section 12, 28 applicants, 451 acres, J. D. Mackie, Woodville.: [30, 506, 147, 746]
- royal-text-1: The Programme screened last night will be repeated to-night.: [407, 1065, 523, 1085]
- mail-box: Box 351, PALMERSTON NORTH.: [802, 1002, 888, 1021]
- insurance-types: FIRE. MARINE. ACCIDENT. MOTOR CAR.: [795, 775, 896, 795]
- motor-telephone: Telephone No. 84.: [688, 715, 750, 725]
- antiseptic-text: Apply Chamberlain's Pain Balm to a cut, bruise or burn. It will allay the pain immediately, and cause the injury to heal in half the time usually required. It is antiseptic, and prevents any danger of blood-poisoning. For sale everywhere.—Advt.: [657, 749, 781, 818]
- red-shield-text: Orders left at the Red Shield Club will receive prompt attention.: [657, 892, 781, 912]
- child-article: A child named Cosgrove, aged two years, died on the six-o'clock express last night, between Frankton Junction and Te Awamutu. The child is reported to have been suffering from whooping cough, and choked. The parents, it is reported, recently arrived from Canada. The body was taken to Taihape.: [282, 1502, 398, 1602]
- all-saints-signature-title: People's Warden.: [466, 1356, 519, 1366]
- sports-coats-section: [871, 51, 1012, 177]
- flood-heading: TO PREVENT FLOODING.: [159, 47, 270, 57]
- woods-ad: Woods' Great Peppermint Cure, for Coughs and Colds, never fails, 1/6, 2/6.: [532, 1257, 648, 1287]
- ladies-tweed: LADIES' WARM TWEED OVERCOATS, nice designs and smart styles. PRICES from 100/-.: [795, 644, 1012, 664]
